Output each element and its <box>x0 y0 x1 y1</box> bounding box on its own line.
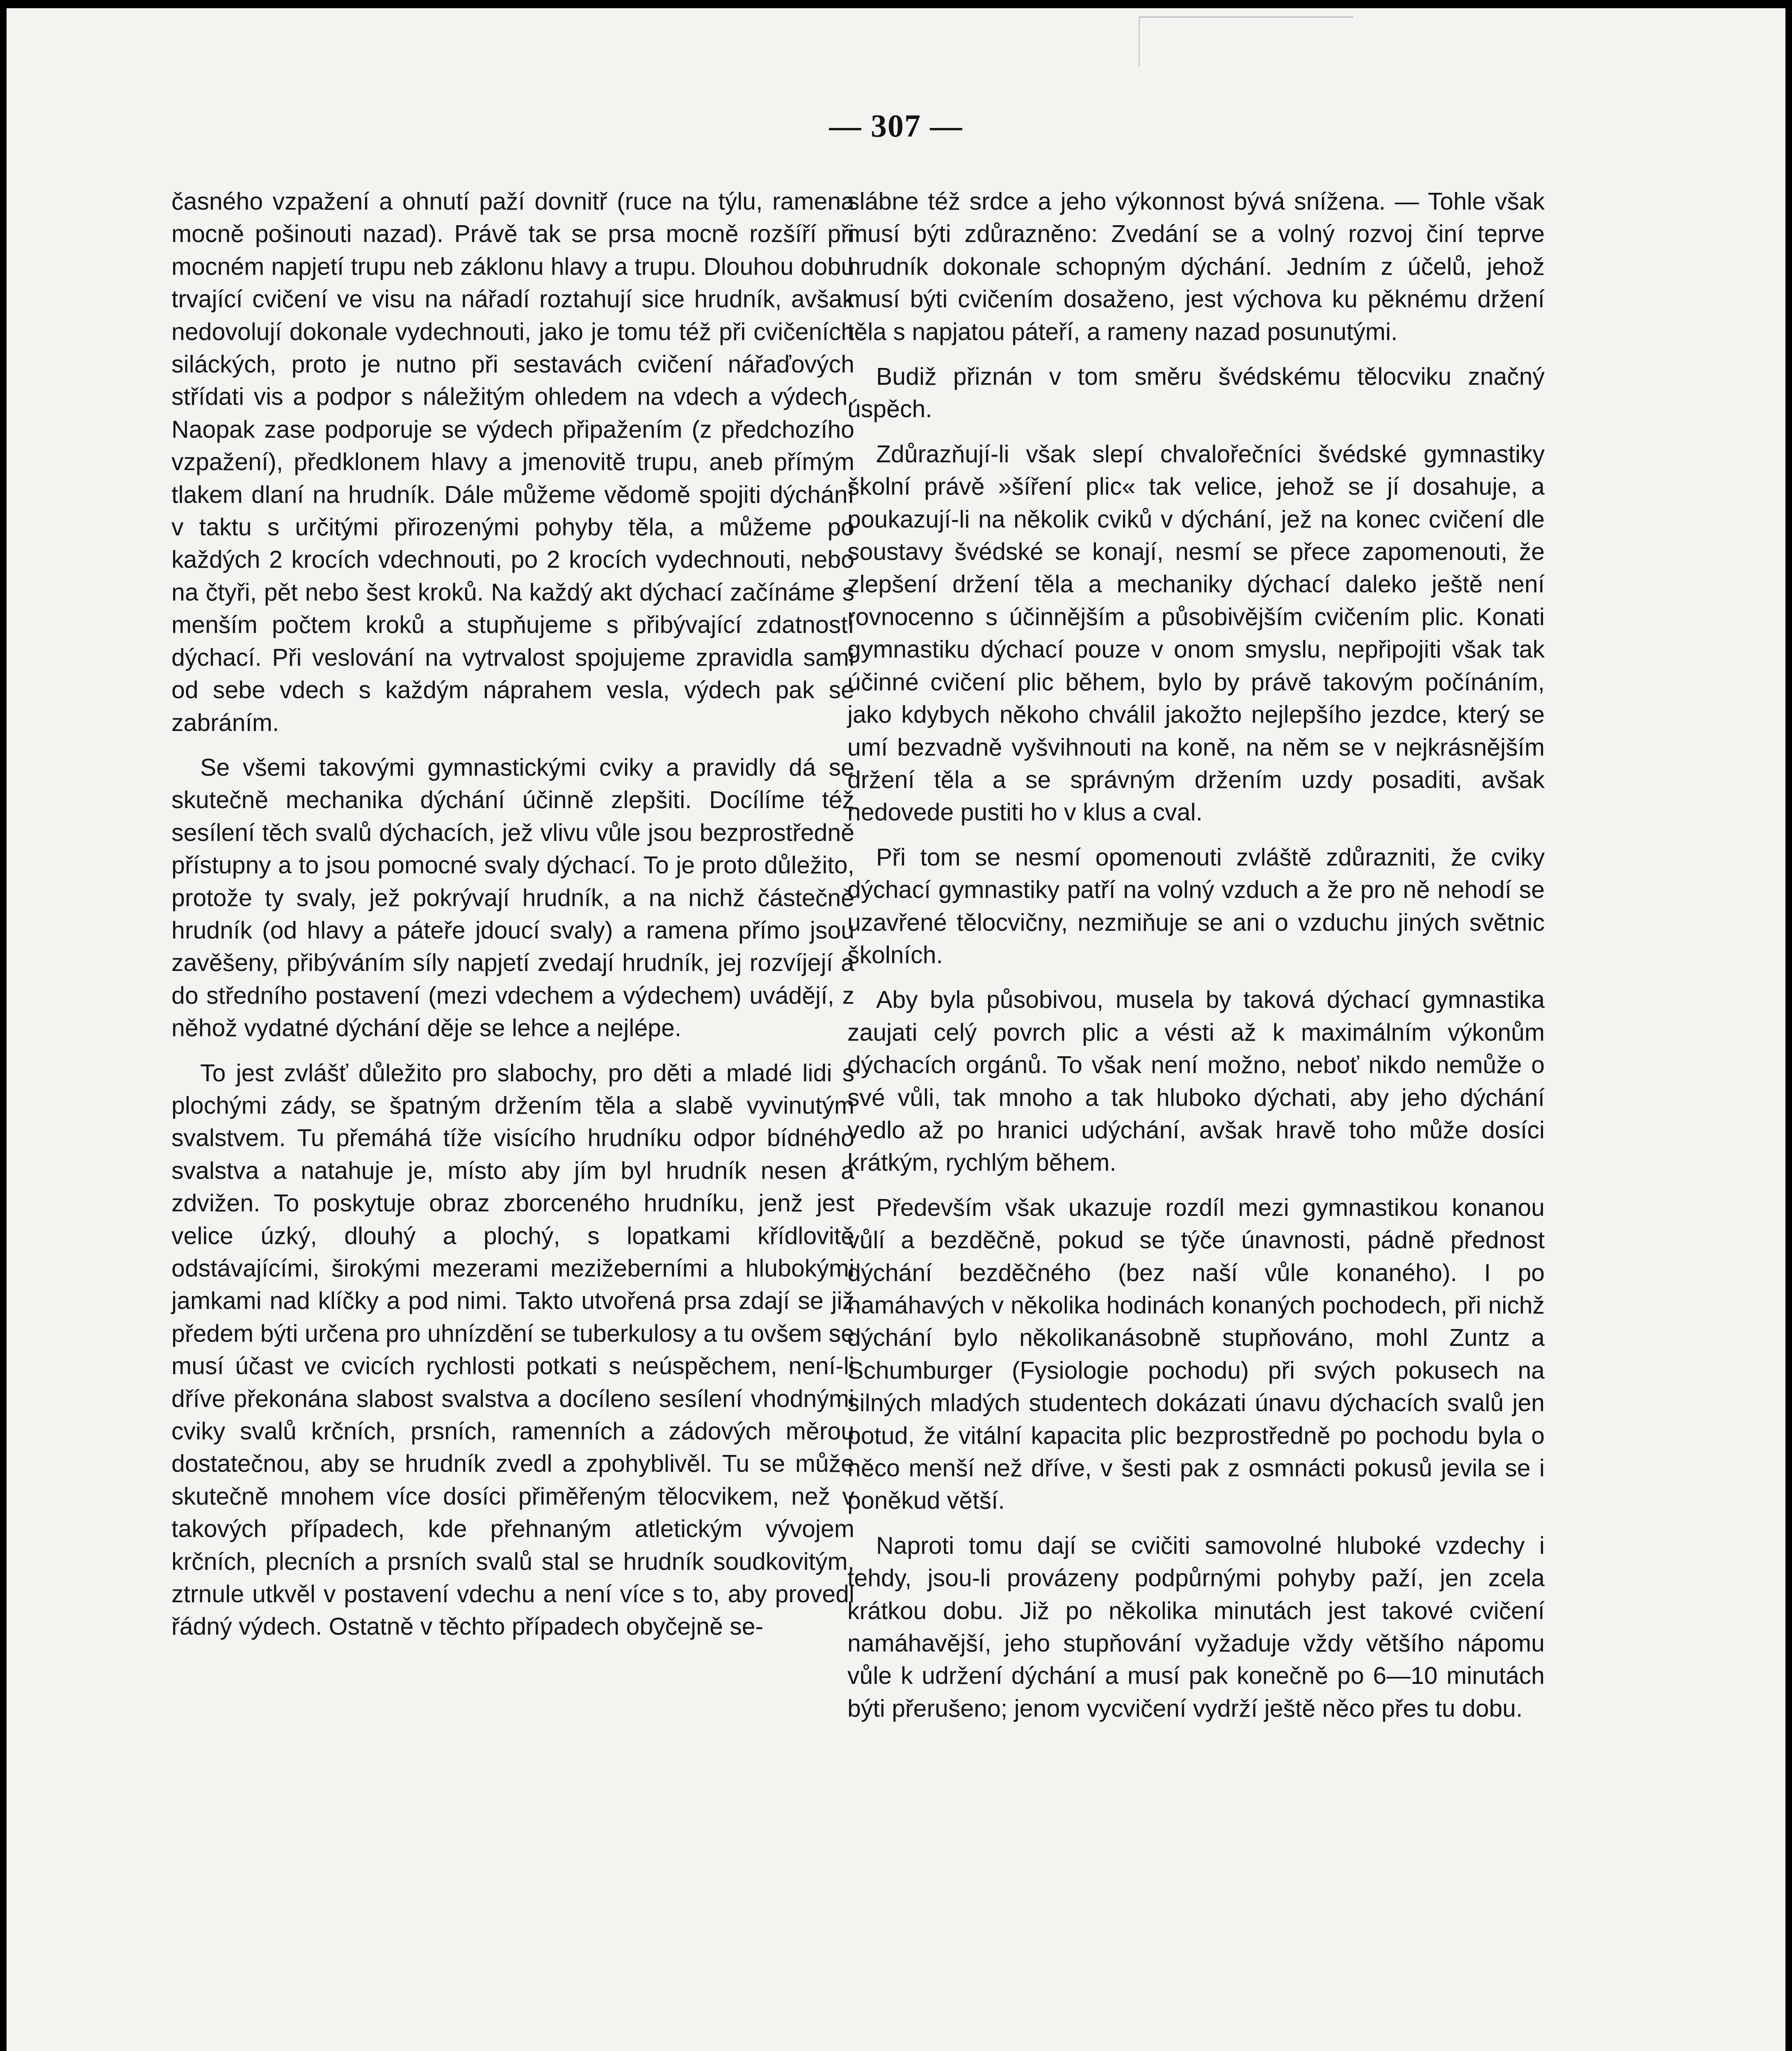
scan-artifact <box>1139 16 1353 67</box>
right-paragraph-4: Při tom se nesmí opomenouti zvláště zdůrazniti, že cviky dýchací gymnastiky patří na volný vzduch a že pro ně nehodí se uzavřené tělocvičny, nezmiňuje se ani o vzduchu jiných světnic školních. <box>847 843 1545 968</box>
left-paragraph-2: Se všemi takovými gymnastickými cviky a pravidly dá se skutečně mechanika dýchání účinně zlepšiti. Docílíme též sesílení těch svalů dýchacích, jež vlivu vůle jsou bezprostředně přístupny a to jsou pomocné svaly dýchací. To je proto důležito, protože ty svaly, jež pokrývají hrudník, a na nichž částečně hrudník (od hlavy a páteře jdoucí svaly) a ramena přímo jsou zavěšeny, přibýváním síly napjetí zvedají hrudník, jej rozvíjejí a do středního postavení (mezi vdechem a výdechem) uvádějí, z něhož vydatné dýchání děje se lehce a nejlépe. <box>171 754 854 1042</box>
page-number: — 307 — <box>829 108 963 144</box>
right-paragraph-1: slábne též srdce a jeho výkonnost bývá snížena. — Tohle však musí býti zdůrazněno: Zvedání se a volný rozvoj činí teprve hrudník dokonale schopným dýchání. Jedním z účelů, jehož musí býti cvičením dosaženo, jest výchova ku pěknému držení těla s napjatou páteří, a rameny nazad posunutými. <box>847 188 1545 345</box>
right-paragraph-2: Budiž přiznán v tom směru švédskému tělocviku značný úspěch. <box>847 363 1545 423</box>
right-column <box>847 185 1545 1725</box>
left-column <box>171 185 854 1643</box>
left-paragraph-3: To jest zvlášť důležito pro slabochy, pro děti a mladé lidi s plochými zády, se špatným držením těla a slabě vyvinutým svalstvem. Tu přemáhá tíže visícího hrudníku odpor bídného svalstva a natahuje je, místo aby jím byl hrudník nesen a zdvižen. To poskytuje obraz zborceného hrudníku, jenž jest velice úzký, dlouhý a plochý, s lopatkami křídlovitě odstávajícími, širokými mezerami mezižeberními a hlubokými jamkami nad klíčky a pod nimi. Takto utvořená prsa zdají se již předem býti určena pro uhnízdění se tuberkulosy a tu ovšem se musí účast ve cvicích rychlosti potkati s neúspěchem, není-li dříve překonána slabost svalstva a docíleno sesílení vhodnými cviky svalů krčních, prsních, ramenních a zádových měrou dostatečnou, aby se hrudník zvedl a zpohyblivěl. Tu se může skutečně mnohem více dosíci přiměřeným tělocvikem, než v takových případech, kde přehnaným atletickým vývojem krčních, plecních a prsních svalů stal se hrudník soudkovitým, ztrnule utkvěl v postavení vdechu a není více s to, aby provedl řádný výdech. Ostatně v těchto případech obyčejně se- <box>171 1059 854 1640</box>
right-paragraph-7: Naproti tomu dají se cvičiti samovolné hluboké vzdechy i tehdy, jsou-li provázeny podpůrnými pohyby paží, jen zcela krátkou dobu. Již po několika minutách jest takové cvičení namáhavější, jeho stupňování vyžaduje vždy většího nápomu vůle k udržení dýchání a musí pak konečně po 6—10 minutách býti přerušeno; jenom vycvičení vydrží ještě něco přes tu dobu. <box>847 1532 1545 1722</box>
right-paragraph-6: Především však ukazuje rozdíl mezi gymnastikou konanou vůlí a bezděčně, pokud se týče únavnosti, pádně přednost dýchání bezděčného (bez naší vůle konaného). I po namáhavých v několika hodinách konaných pochodech, při nichž dýchání bylo několikanásobně stupňováno, mohl Zuntz a Schumburger (Fysiologie pochodu) při svých pokusech na silných mladých studentech dokázati únavu dýchacích svalů jen potud, že vitální kapacita plic bezprostředně po pochodu byla o něco menší než dříve, v šesti pak z osmnácti pokusů jevila se i poněkud větší. <box>847 1194 1545 1514</box>
right-paragraph-3: Zdůrazňují-li však slepí chvalořečníci švédské gymnastiky školní právě »šíření plic« tak velice, jehož se jí dosahuje, a poukazují-li na několik cviků v dýchání, jež na konec cvičení dle soustavy švédské se konají, nesmí se přece zapomenouti, že zlepšení držení těla a mechaniky dýchací daleko ještě není rovnocenno s účinnějším a působivějším cvičením plic. Konati gymnastiku dýchací pouze v onom smyslu, nepřipojiti však tak účinné cvičení plic během, bylo by právě takovým počínáním, jako kdybych někoho chválil jakožto nejlepšího jezdce, který se umí bezvadně vyšvihnouti na koně, na něm se v nejkrásnějším držení těla a se správným držením uzdy posaditi, avšak nedovede pustiti ho v klus a cval. <box>847 440 1545 826</box>
left-paragraph-1: časného vzpažení a ohnutí paží dovnitř (ruce na týlu, ramena mocně pošinouti nazad). Právě tak se prsa mocně rozšíří při mocném napjetí trupu neb záklonu hlavy a trupu. Dlouhou dobu trvající cvičení ve visu na nářadí roztahují sice hrudník, avšak nedovolují dokonale vydechnouti, jako je tomu též při cvičeních siláckých, proto je nutno při sestavách cvičení nářaďových střídati vis a podpor s náležitým ohledem na vdech a výdech. Naopak zase podporuje se výdech připažením (z předchozího vzpažení), předklonem hlavy a jmenovitě trupu, aneb přímým tlakem dlaní na hrudník. Dále můžeme vědomě spojiti dýchání v taktu s určitými přirozenými pohyby těla, a můžeme po každých 2 krocích vdechnouti, po 2 krocích vydechnouti, nebo na čtyři, pět nebo šest kroků. Na každý akt dýchací začínáme s menším počtem kroků a stupňujeme s přibývající zdatností dýchací. Při veslování na vytrvalost spojujeme zpravidla sami od sebe vdech s každým náprahem vesla, výdech pak se zabráním. <box>171 188 854 736</box>
right-paragraph-5: Aby byla působivou, musela by taková dýchací gymnastika zaujati celý povrch plic a vésti až k maximálním výkonům dýchacích orgánů. To však není možno, neboť nikdo nemůže o své vůli, tak mnoho a tak hluboko dýchati, aby jeho dýchání vedlo až po hranici udýchání, avšak hravě toho může dosíci krátkým, rychlým během. <box>847 986 1545 1176</box>
